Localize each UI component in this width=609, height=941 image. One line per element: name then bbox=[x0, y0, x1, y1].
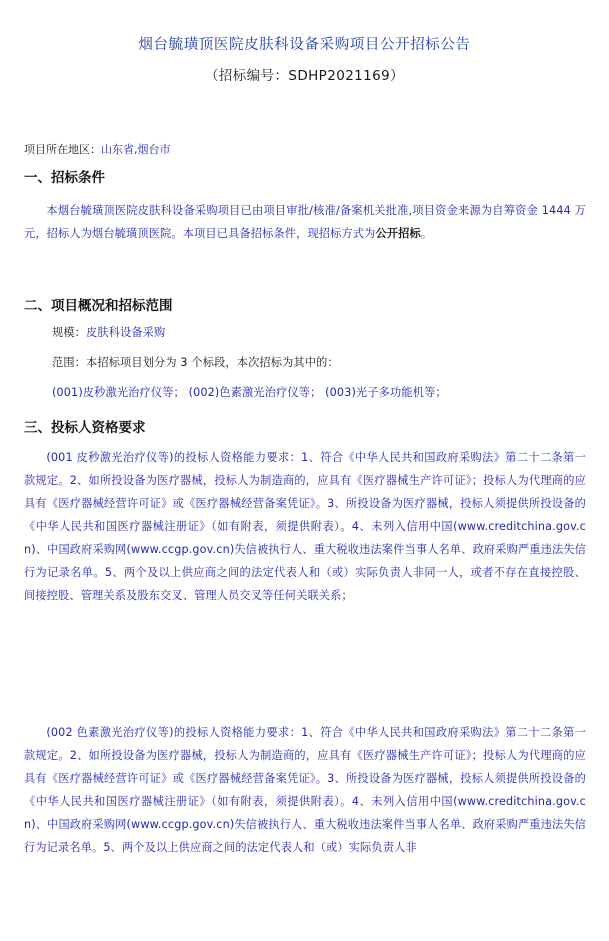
region-label: 项目所在地区： bbox=[24, 143, 101, 156]
lot-list: (001)皮秒激光治疗仪等； (002)色素激光治疗仪等； (003)光子多功能机等； bbox=[52, 386, 447, 399]
project-region bbox=[24, 141, 171, 157]
tender-conditions-text: 本烟台毓璜顶医院皮肤科设备采购项目已由项目审批/核准/备案机关批准,项目资金来源为自筹资金 1444 万元，招标人为烟台毓璜顶医院。本项目已具备招标条件，现招标方式为 bbox=[24, 204, 586, 240]
page-title: 烟台毓璜顶医院皮肤科设备采购项目公开招标公告 bbox=[138, 37, 471, 53]
qualification-paragraph-lot-002: (002 色素激光治疗仪等)的投标人资格能力要求：1、符合《中华人民共和国政府采购法》第二十二条第一款规定。2、如所投设备为医疗器械，投标人为制造商的，应具有《医疗器械生产许可证》；投标人为代理商的应具有《医疗器械经营许可证》或《医疗器械经营备案凭证》。3、所投设备为医疗器械，投标人须提供所投设备的《中华人民共和国医疗器械注册证》（如有附表，须提供附表）。4、未列入信用中国(www.creditchina.gov.cn)、中国政府采购网(www.ccgp.gov.cn)失信被执行人、重大税收违法案件当事人名单、政府采购严重违法失信行为记录名单。5、两个及以上供应商之间的法定代表人和（或）实际负责人非 bbox=[24, 726, 586, 854]
section-heading-tender-conditions: 一、招标条件 bbox=[24, 170, 105, 186]
scale-value: 皮肤科设备采购 bbox=[86, 326, 166, 339]
scale-label: 规模： bbox=[52, 326, 87, 339]
qualification-paragraph-lot-001: (001 皮秒激光治疗仪等)的投标人资格能力要求：1、符合《中华人民共和国政府采购法》第二十二条第一款规定。2、如所投设备为医疗器械，投标人为制造商的，应具有《医疗器械生产许可证》；投标人为代理商的应具有《医疗器械经营许可证》或《医疗器械经营备案凭证》。3、所投设备为医疗器械，投标人须提供所投设备的《中华人民共和国医疗器械注册证》（如有附表，须提供附表）。4、未列入信用中国(www.creditchina.gov.cn)、中国政府采购网(www.ccgp.gov.cn)失信被执行人、重大税收违法案件当事人名单、政府采购严重违法失信行为记录名单。5、两个及以上供应商之间的法定代表人和（或）实际负责人非同一人，或者不存在直接控股、间接控股、管理关系及股东交叉、管理人员交叉等任何关联关系； bbox=[24, 451, 586, 602]
tender-conditions-end: 。 bbox=[420, 227, 433, 240]
project-scope: 范围：本招标项目划分为 3 个标段，本次招标为其中的： bbox=[52, 356, 339, 369]
tender-conditions-paragraph bbox=[24, 199, 586, 245]
section-heading-bidder-qualifications: 三、投标人资格要求 bbox=[24, 420, 146, 436]
region-value: 山东省,烟台市 bbox=[101, 143, 171, 156]
section-heading-project-overview: 二、项目概况和招标范围 bbox=[24, 298, 173, 314]
tender-method: 公开招标 bbox=[375, 227, 421, 240]
tender-number: （招标编号：SDHP2021169） bbox=[204, 68, 405, 84]
project-scale bbox=[52, 324, 165, 340]
